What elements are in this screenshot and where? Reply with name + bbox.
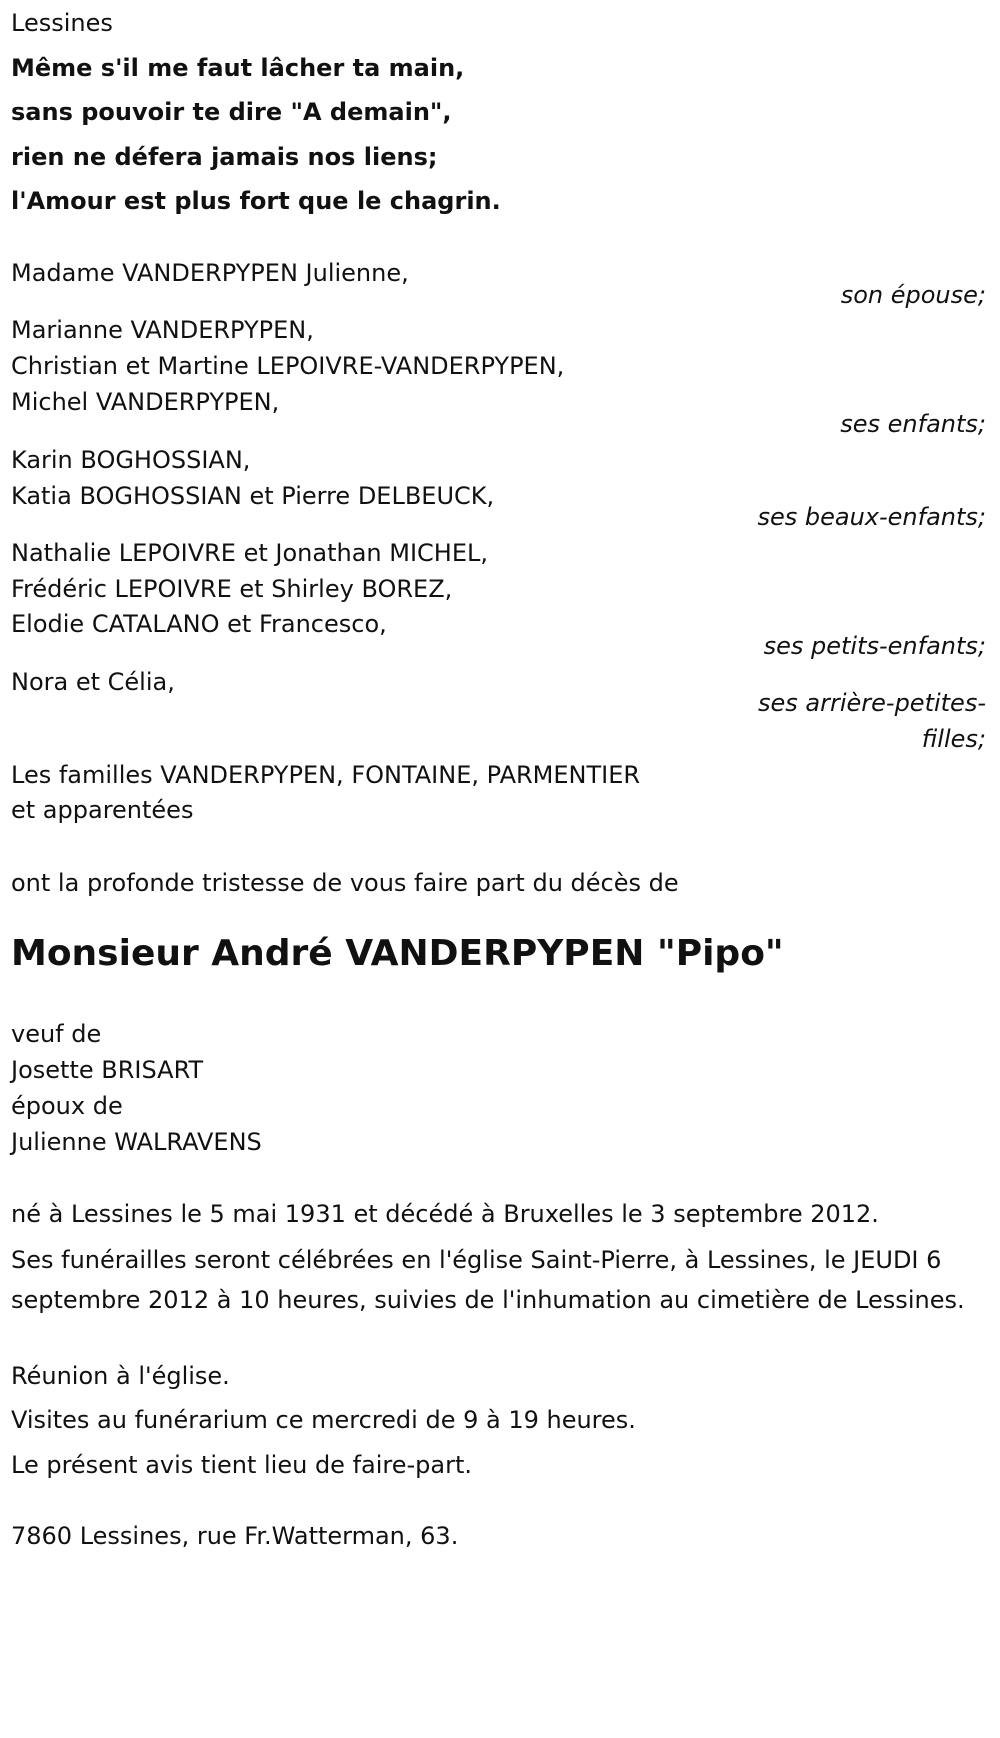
deceased-detail: veuf de xyxy=(11,1020,102,1048)
spouse-name: Madame VANDERPYPEN Julienne, xyxy=(11,259,409,287)
stepchild-name: Katia BOGHOSSIAN et Pierre DELBEUCK, xyxy=(11,482,495,510)
deceased-detail: époux de xyxy=(11,1092,123,1120)
grandchild-name: Frédéric LEPOIVRE et Shirley BOREZ, xyxy=(11,575,453,603)
poem-line-1: Même s'il me faut lâcher ta main, xyxy=(11,54,465,82)
poem-line-2: sans pouvoir te dire "A demain", xyxy=(11,98,452,126)
poem-line-3: rien ne défera jamais nos liens; xyxy=(11,143,438,171)
reunion-text: Réunion à l'église. xyxy=(11,1362,230,1390)
funeral-text: Ses funérailles seront célébrées en l'église Saint-Pierre, à Lessines, le JEUDI 6 septembre 2012 à 10 heures, suivies de l'inhumation au cimetière de Lessines. xyxy=(11,1246,965,1314)
deceased-detail: Julienne WALRAVENS xyxy=(11,1128,262,1156)
stepchildren-relation: ses beaux-enfants; xyxy=(757,503,986,531)
grandchildren-relation: ses petits-enfants; xyxy=(763,632,986,660)
spouse-relation: son épouse; xyxy=(840,281,986,309)
notice-text: Le présent avis tient lieu de faire-part. xyxy=(11,1451,473,1479)
birth-death-text: né à Lessines le 5 mai 1931 et décédé à Bruxelles le 3 septembre 2012. xyxy=(11,1200,879,1228)
families-line-2: et apparentées xyxy=(11,796,194,824)
visits-text: Visites au funérarium ce mercredi de 9 à 19 heures. xyxy=(11,1406,636,1434)
location-header: Lessines xyxy=(11,9,113,37)
deceased-name: Monsieur André VANDERPYPEN "Pipo" xyxy=(11,933,784,974)
child-name: Marianne VANDERPYPEN, xyxy=(11,316,314,344)
great-granddaughters-relation-line-1: ses arrière-petites- xyxy=(758,689,986,717)
announcement-text: ont la profonde tristesse de vous faire part du décès de xyxy=(11,869,679,897)
poem-line-4: l'Amour est plus fort que le chagrin. xyxy=(11,187,501,215)
great-granddaughters-relation-line-2: filles; xyxy=(921,725,986,753)
stepchild-name: Karin BOGHOSSIAN, xyxy=(11,446,251,474)
grandchild-name: Nathalie LEPOIVRE et Jonathan MICHEL, xyxy=(11,539,488,567)
families-line-1: Les familles VANDERPYPEN, FONTAINE, PARMENTIER xyxy=(11,761,641,789)
grandchild-name: Elodie CATALANO et Francesco, xyxy=(11,610,387,638)
deceased-detail: Josette BRISART xyxy=(11,1056,204,1084)
address-text: 7860 Lessines, rue Fr.Watterman, 63. xyxy=(11,1522,459,1550)
child-name: Michel VANDERPYPEN, xyxy=(11,388,280,416)
child-name: Christian et Martine LEPOIVRE-VANDERPYPEN, xyxy=(11,352,565,380)
great-granddaughter-names: Nora et Célia, xyxy=(11,668,175,696)
children-relation: ses enfants; xyxy=(840,410,986,438)
